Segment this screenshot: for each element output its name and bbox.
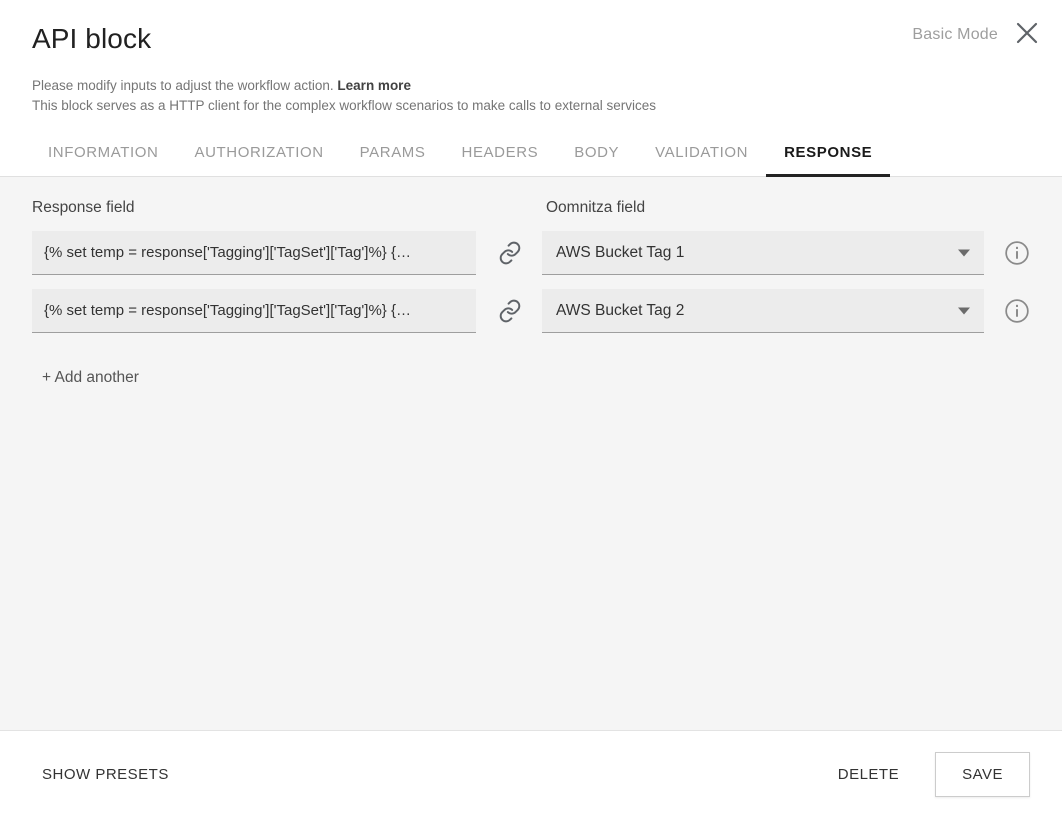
chevron-down-icon [958,307,970,314]
delete-button[interactable]: DELETE [822,754,915,795]
show-presets-button[interactable]: SHOW PRESETS [42,766,169,783]
tab-validation[interactable]: VALIDATION [655,144,749,161]
page-title: API block [32,23,152,54]
response-field-input-1[interactable]: {% set temp = response['Tagging']['TagSet']['Tag']%} {… [32,231,476,275]
response-field-header: Response field [32,199,135,216]
column-headers [32,199,1030,217]
link-icon[interactable] [493,298,527,324]
learn-more-link[interactable]: Learn more [337,78,411,93]
tab-information[interactable]: INFORMATION [48,144,159,161]
response-panel [0,177,1062,730]
mapping-row [32,289,1030,333]
description-line-1: Please modify inputs to adjust the workflow action. [32,78,334,93]
response-field-input-2[interactable]: {% set temp = response['Tagging']['TagSet']['Tag']%} {… [32,289,476,333]
tab-bar [0,128,1062,177]
add-another-button[interactable]: + Add another [42,369,139,386]
oomnitza-field-select-1[interactable] [542,231,984,275]
info-icon[interactable] [1004,240,1030,266]
save-button[interactable]: SAVE [935,752,1030,797]
tab-params[interactable]: PARAMS [359,144,426,161]
tab-authorization[interactable]: AUTHORIZATION [194,144,324,161]
chevron-down-icon [958,249,970,256]
oomnitza-field-header: Oomnitza field [546,199,646,216]
tab-headers[interactable]: HEADERS [461,144,539,161]
close-icon[interactable] [1012,18,1042,48]
description-line-2: This block serves as a HTTP client for the complex workflow scenarios to make calls to external services [32,98,656,113]
oomnitza-field-value-2: AWS Bucket Tag 2 [555,301,685,319]
dialog-description [32,76,1030,116]
tab-body[interactable]: BODY [574,144,620,161]
link-icon[interactable] [493,240,527,266]
dialog-footer [0,730,1062,818]
info-icon[interactable] [1004,298,1030,324]
basic-mode-label[interactable]: Basic Mode [912,26,998,43]
oomnitza-field-select-2[interactable] [542,289,984,333]
dialog-header [0,0,1062,116]
tab-response[interactable]: RESPONSE [766,144,890,177]
oomnitza-field-value-1: AWS Bucket Tag 1 [555,243,685,261]
footer-actions [822,752,1030,797]
mapping-row [32,231,1030,275]
